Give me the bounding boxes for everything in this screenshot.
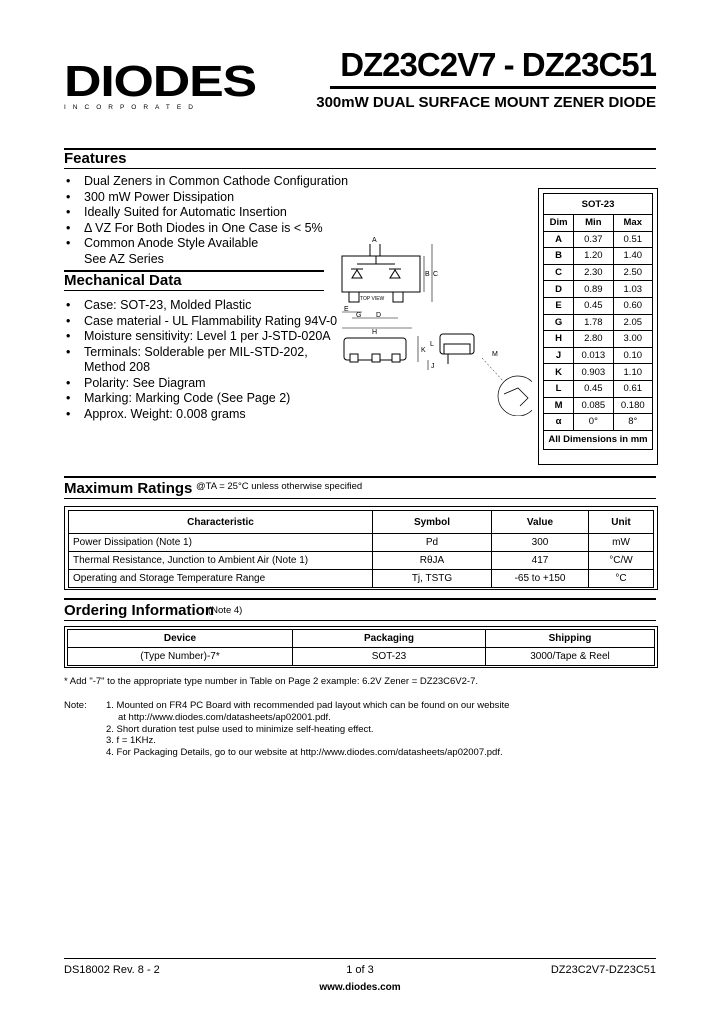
note-item: 2. Short duration test pulse used to minimize self-heating effect. (106, 723, 374, 735)
dim-label-g: G (356, 312, 362, 319)
ratings-header: Characteristic (69, 511, 373, 534)
table-row: D 0.89 1.03 (544, 281, 653, 298)
top-view-label: TOP VIEW (360, 296, 385, 302)
notes-label: Note: (64, 700, 87, 711)
table-row: J 0.013 0.10 (544, 347, 653, 364)
features-list (64, 174, 364, 267)
features-underline (64, 168, 656, 169)
dim-table-title: SOT-23 (544, 194, 653, 215)
feature-item: • Δ VZ For Both Diodes in One Case is < 5% (64, 221, 364, 237)
ordering-header: Device (68, 630, 293, 648)
notes-list (106, 700, 666, 759)
ordering-underline (64, 620, 656, 621)
table-row: H 2.80 3.00 (544, 331, 653, 348)
footer-part-range: DZ23C2V7-DZ23C51 (550, 964, 656, 976)
mechanical-item: • Moisture sensitivity: Level 1 per J-STD-020A (64, 329, 344, 345)
dim-label-b: B (425, 271, 430, 278)
end-view-outline (440, 334, 474, 364)
ratings-box (64, 506, 658, 590)
table-row: C 2.30 2.50 (544, 264, 653, 281)
mechanical-item: • Case: SOT-23, Molded Plastic (64, 298, 344, 314)
note-item: 1. Mounted on FR4 PC Board with recommended pad layout which can be found on our website (106, 700, 510, 711)
table-row: E 0.45 0.60 (544, 297, 653, 314)
ordering-heading: Ordering Information (64, 602, 214, 619)
dim-table-footer: All Dimensions in mm (544, 430, 653, 449)
mechanical-item: • Approx. Weight: 0.008 grams (64, 407, 344, 423)
note-item: 4. For Packaging Details, go to our website at http://www.diodes.com/datasheets/ap02007.pdf. (106, 747, 503, 759)
dim-label-d: D (376, 312, 382, 319)
footer-rule (64, 958, 656, 959)
ordering-rule (64, 598, 656, 600)
footer-page: 1 of 3 (346, 964, 374, 976)
table-row: K 0.903 1.10 (544, 364, 653, 381)
mechanical-heading: Mechanical Data (64, 272, 182, 289)
dim-header: Min (574, 215, 613, 232)
ratings-header: Value (492, 511, 589, 534)
sot23-package-drawing (332, 236, 532, 416)
title-rule (330, 86, 656, 89)
ordering-note-ref: (Note 4) (208, 605, 243, 616)
dim-header: Max (613, 215, 652, 232)
ordering-table (67, 629, 655, 666)
table-row: G 1.78 2.05 (544, 314, 653, 331)
feature-item: • Common Anode Style Available See AZ Series (64, 236, 364, 267)
dim-label-h: H (372, 329, 378, 336)
part-range-title: DZ23C2V7 - DZ23C51 (340, 46, 656, 83)
ratings-table (68, 510, 654, 588)
mechanical-item: • Polarity: See Diagram (64, 376, 344, 392)
note-item: 3. f = 1KHz. (106, 735, 156, 747)
ratings-condition: @TA = 25°C unless otherwise specified (196, 481, 363, 492)
table-row: Operating and Storage Temperature Range Tj, TSTG -65 to +150 °C (69, 570, 654, 588)
dim-label-c: C (433, 271, 439, 278)
dim-header: Dim (544, 215, 574, 232)
mechanical-item: • Terminals: Solderable per MIL-STD-202, Method 208 (64, 345, 344, 376)
ordering-header: Packaging (293, 630, 486, 648)
ratings-heading: Maximum Ratings (64, 480, 193, 497)
footer-url[interactable]: www.diodes.com (319, 982, 401, 993)
detail-circle (498, 376, 532, 416)
mechanical-item: • Case material - UL Flammability Rating 94V-0 (64, 314, 344, 330)
table-row: Thermal Resistance, Junction to Ambient Air (Note 1) RθJA 417 °C/W (69, 552, 654, 570)
dim-label-m: M (492, 351, 498, 358)
table-row: L 0.45 0.61 (544, 380, 653, 397)
dim-label-e: E (344, 306, 349, 313)
logo-wordmark: DIODES (64, 57, 256, 106)
diodes-logo (64, 57, 256, 111)
table-row: M 0.085 0.180 (544, 397, 653, 414)
note-item: at http://www.diodes.com/datasheets/ap02001.pdf. (118, 711, 331, 723)
dim-label-l: L (430, 341, 434, 348)
features-rule (64, 148, 656, 150)
feature-item: • Ideally Suited for Automatic Insertion (64, 205, 364, 221)
table-row: Power Dissipation (Note 1) Pd 300 mW (69, 534, 654, 552)
table-row: (Type Number)-7* SOT-23 3000/Tape & Reel (68, 648, 655, 666)
product-subtitle: 300mW DUAL SURFACE MOUNT ZENER DIODE (316, 94, 656, 111)
dimensions-table (543, 193, 653, 450)
dim-label-a: A (372, 237, 377, 244)
footer-doc-number: DS18002 Rev. 8 - 2 (64, 964, 160, 976)
ordering-header: Shipping (486, 630, 655, 648)
feature-item: • Dual Zeners in Common Cathode Configuration (64, 174, 364, 190)
ratings-rule (64, 476, 656, 478)
dim-label-k: K (421, 347, 426, 354)
features-heading: Features (64, 150, 127, 167)
mechanical-item: • Marking: Marking Code (See Page 2) (64, 391, 344, 407)
top-view-outline (342, 244, 420, 302)
ratings-underline (64, 498, 656, 499)
logo-subtext: INCORPORATED (64, 104, 200, 111)
dimensions-box (538, 188, 658, 465)
mechanical-list (64, 298, 344, 422)
asterisk-note: * Add "-7" to the appropriate type number in Table on Page 2 example: 6.2V Zener = DZ23C6V2-7. (64, 676, 479, 687)
ordering-box (64, 626, 658, 668)
table-row: A 0.37 0.51 (544, 231, 653, 248)
table-row: B 1.20 1.40 (544, 248, 653, 265)
dim-label-j: J (431, 363, 435, 370)
mechanical-underline (64, 290, 324, 291)
side-view-outline (344, 338, 406, 362)
ratings-header: Unit (589, 511, 654, 534)
table-row: α 0° 8° (544, 414, 653, 431)
ratings-header: Symbol (373, 511, 492, 534)
feature-item: • 300 mW Power Dissipation (64, 190, 364, 206)
